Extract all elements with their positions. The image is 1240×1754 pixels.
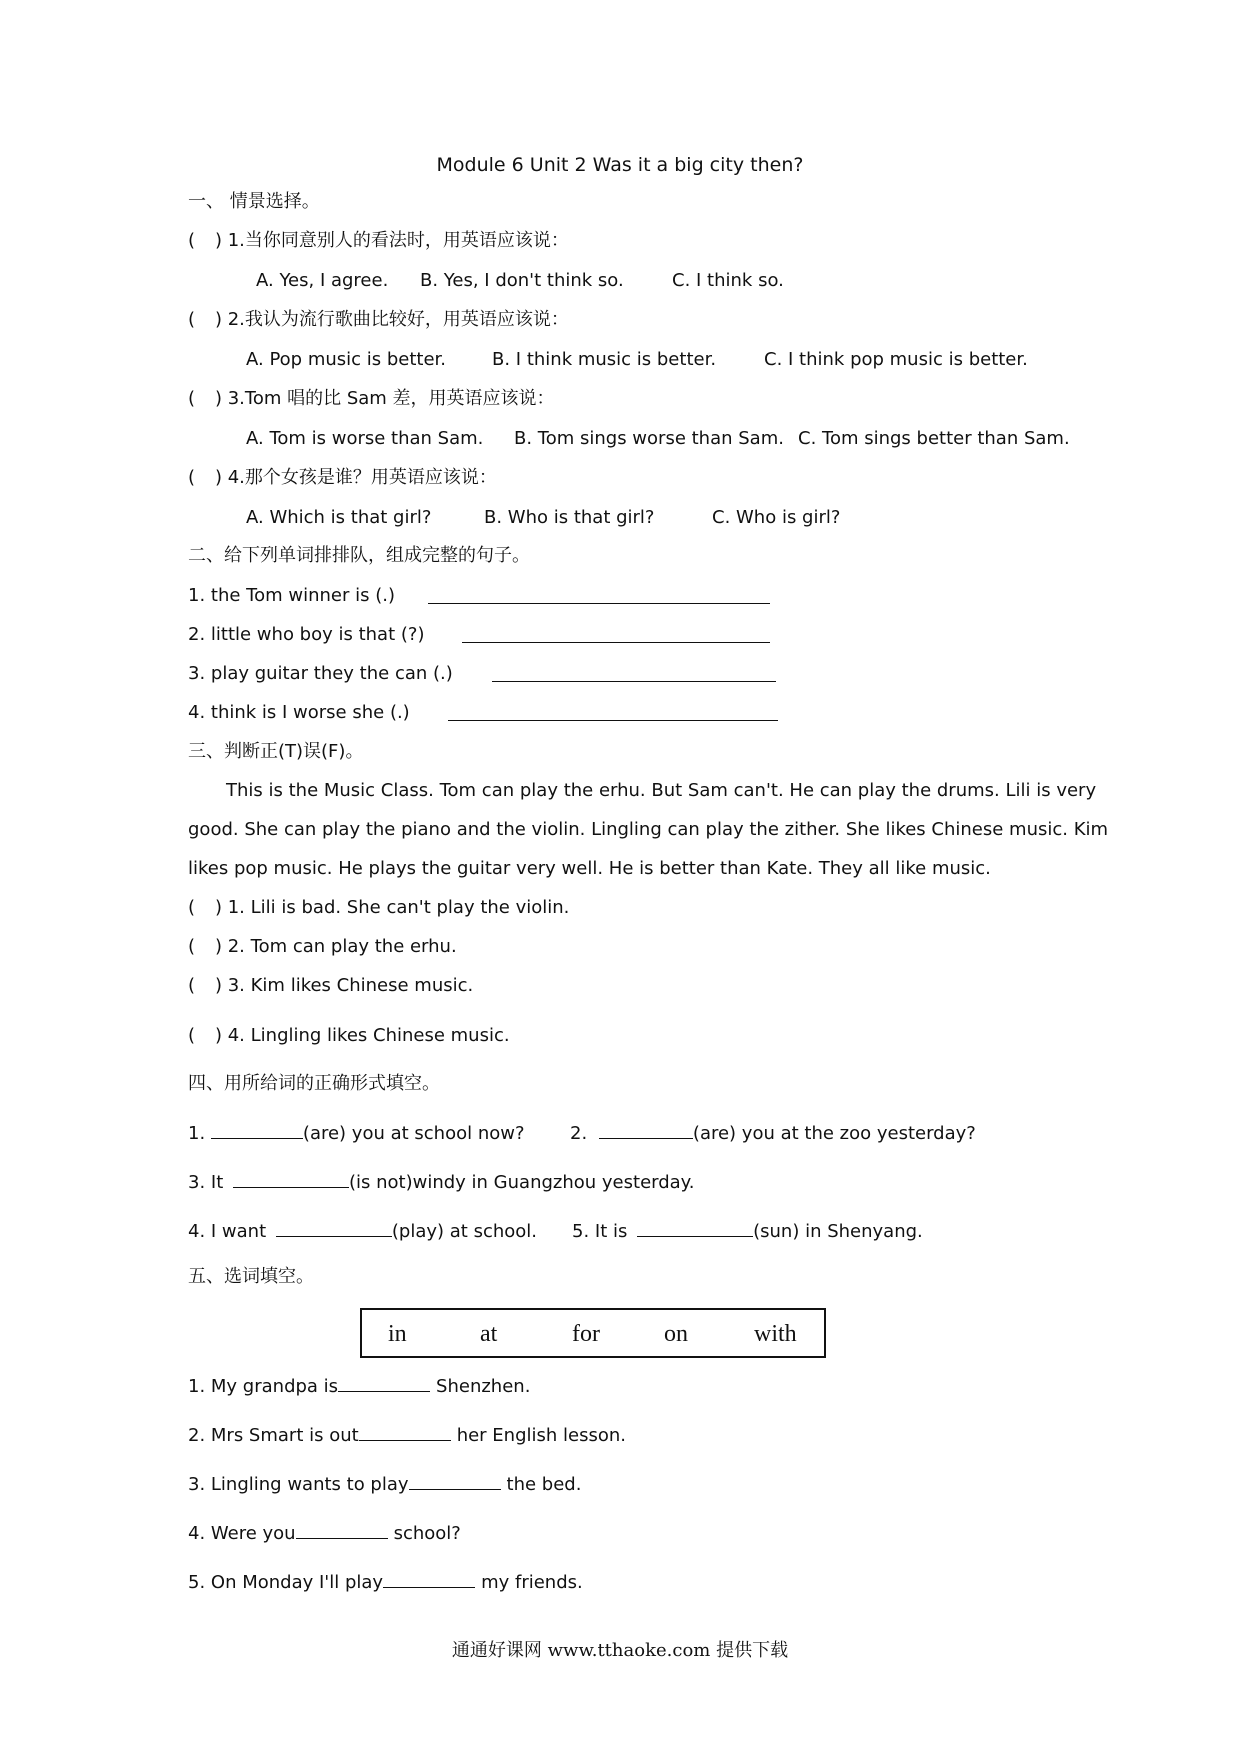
reorder-question: 1. the Tom winner is (.) (188, 585, 395, 606)
question-text: 4. Lingling likes Chinese music. (227, 1025, 510, 1046)
blank-line[interactable] (599, 1120, 693, 1139)
question-number: 1. (188, 1123, 206, 1144)
option-c: C. Tom sings better than Sam. (798, 428, 1070, 449)
answer-bracket[interactable] (188, 466, 222, 490)
passage-line: likes pop music. He plays the guitar very well. He is better than Kate. They all like music. (188, 858, 991, 879)
question-number: 5. It is (572, 1221, 628, 1242)
tf-question (188, 935, 457, 959)
section-3-heading: 三、判断正(T)误(F)。 (188, 741, 364, 762)
answer-bracket[interactable] (188, 308, 222, 332)
question-text: (sun) in Shenyang. (753, 1221, 923, 1242)
answer-bracket[interactable] (188, 387, 222, 411)
tf-question (188, 896, 569, 920)
blank-line[interactable] (211, 1120, 303, 1139)
fill-question (188, 1120, 525, 1146)
question-text: 3. Lingling wants to play (188, 1474, 409, 1495)
page-title: Module 6 Unit 2 Was it a big city then? (436, 154, 804, 176)
question-text: 2. Mrs Smart is out (188, 1425, 359, 1446)
question-text: 2.我认为流行歌曲比较好，用英语应该说： (227, 309, 569, 330)
answer-bracket[interactable] (188, 974, 222, 998)
tf-question (188, 974, 473, 998)
answer-bracket[interactable] (188, 1024, 222, 1048)
reorder-question: 4. think is I worse she (.) (188, 702, 410, 723)
blank-line[interactable] (233, 1169, 349, 1188)
option-a: A. Yes, I agree. (256, 270, 389, 291)
question-number: 3. It (188, 1172, 224, 1193)
question-text: my friends. (481, 1572, 583, 1593)
question-row (188, 387, 555, 411)
word-bank-box (360, 1308, 826, 1358)
question-text: (are) you at school now? (302, 1123, 525, 1144)
passage-line: good. She can play the piano and the violin. Lingling can play the zither. She likes Chinese music. Kim (188, 819, 1109, 840)
question-row (188, 308, 569, 332)
question-text: 2. Tom can play the erhu. (227, 936, 457, 957)
option-b: B. Who is that girl? (484, 507, 655, 528)
option-b: B. I think music is better. (492, 349, 717, 370)
option-c: C. I think so. (672, 270, 784, 291)
fill-question (188, 1373, 530, 1399)
blank-line[interactable] (409, 1471, 501, 1490)
question-number: 2. (570, 1123, 588, 1144)
question-text: (is not)windy in Guangzhou yesterday. (349, 1172, 695, 1193)
reorder-question: 2. little who boy is that (?) (188, 624, 425, 645)
word-bank-item: with (754, 1321, 797, 1347)
blank-line[interactable] (338, 1373, 430, 1392)
word-bank-item: in (388, 1321, 407, 1347)
option-c: C. I think pop music is better. (764, 349, 1028, 370)
fill-question (188, 1422, 626, 1448)
answer-bracket[interactable] (188, 935, 222, 959)
section-1-heading: 一、 情景选择。 (188, 191, 320, 212)
word-bank-item: on (664, 1321, 688, 1347)
question-text: 3.Tom 唱的比 Sam 差，用英语应该说： (227, 388, 555, 409)
fill-question (188, 1218, 537, 1244)
section-2-heading: 二、给下列单词排排队，组成完整的句子。 (188, 545, 530, 566)
question-text: school? (393, 1523, 461, 1544)
question-row (188, 229, 569, 253)
answer-bracket[interactable] (188, 896, 222, 920)
question-text: 3. Kim likes Chinese music. (227, 975, 474, 996)
option-b: B. Yes, I don't think so. (420, 270, 624, 291)
question-text: Shenzhen. (436, 1376, 531, 1397)
question-text: 5. On Monday I'll play (188, 1572, 384, 1593)
fill-question (570, 1120, 976, 1146)
word-bank-item: for (572, 1321, 600, 1347)
fill-question (188, 1471, 581, 1497)
option-a: A. Tom is worse than Sam. (246, 428, 484, 449)
blank-line[interactable] (637, 1218, 753, 1237)
option-b: B. Tom sings worse than Sam. (514, 428, 784, 449)
fill-question (188, 1569, 583, 1595)
question-text: 1. Lili is bad. She can't play the violin. (227, 897, 570, 918)
option-a: A. Pop music is better. (246, 349, 447, 370)
fill-question (188, 1169, 695, 1195)
reorder-question: 3. play guitar they the can (.) (188, 663, 453, 684)
passage-line: This is the Music Class. Tom can play the erhu. But Sam can't. He can play the drums. Lili is very (226, 780, 1097, 801)
question-text: 1. My grandpa is (188, 1376, 339, 1397)
page-footer: 通通好课网 www.tthaoke.com 提供下载 (451, 1640, 789, 1661)
question-text: the bed. (506, 1474, 582, 1495)
section-4-heading: 四、用所给词的正确形式填空。 (188, 1073, 440, 1094)
answer-bracket[interactable] (188, 229, 222, 253)
answer-line[interactable] (428, 603, 770, 604)
question-row (188, 466, 497, 490)
fill-question (572, 1218, 923, 1244)
question-text: 4.那个女孩是谁？用英语应该说： (227, 467, 497, 488)
question-text: (are) you at the zoo yesterday? (692, 1123, 976, 1144)
blank-line[interactable] (276, 1218, 392, 1237)
blank-line[interactable] (359, 1422, 451, 1441)
blank-line[interactable] (383, 1569, 475, 1588)
question-text: (play) at school. (391, 1221, 538, 1242)
fill-question (188, 1520, 461, 1546)
blank-line[interactable] (296, 1520, 388, 1539)
question-text: 1.当你同意别人的看法时，用英语应该说： (227, 230, 569, 251)
section-5-heading: 五、选词填空。 (188, 1266, 314, 1287)
question-number: 4. I want (188, 1221, 267, 1242)
answer-line[interactable] (462, 642, 770, 643)
answer-line[interactable] (448, 720, 778, 721)
question-text: 4. Were you (188, 1523, 296, 1544)
option-a: A. Which is that girl? (246, 507, 432, 528)
question-text: her English lesson. (456, 1425, 626, 1446)
answer-line[interactable] (492, 681, 776, 682)
option-c: C. Who is girl? (712, 507, 841, 528)
word-bank-item: at (480, 1321, 498, 1347)
tf-question (188, 1024, 510, 1048)
